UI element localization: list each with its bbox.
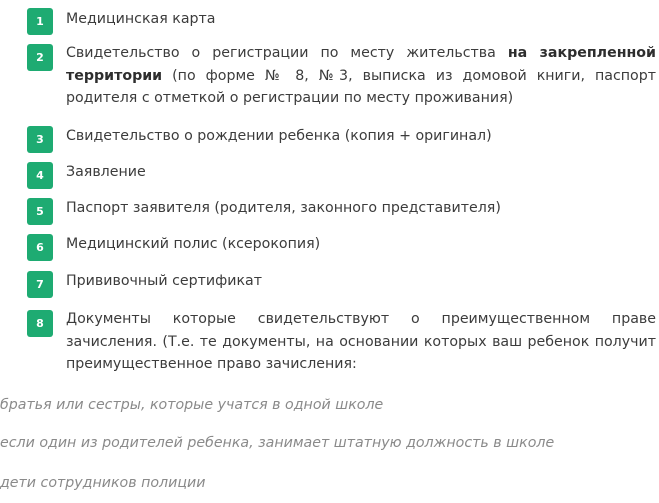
item-number-badge: 4 [27,162,53,189]
item-number-badge: 2 [27,44,53,71]
item-number-badge: 7 [27,271,53,298]
item-text: Заявление [66,164,146,180]
sub-item-siblings: братья или сестры, которые учатся в одной школе [0,397,384,413]
item-number-badge: 1 [27,8,53,35]
item-number-badge: 3 [27,126,53,153]
item-text: Паспорт заявителя (родителя, законного представителя) [66,200,501,216]
item-text-part: Свидетельство о регистрации по месту жительства [66,45,508,61]
sub-item-police-children: дети сотрудников полиции [0,475,206,491]
sub-item-parent-staff: если один из родителей ребенка, занимает штатную должность в школе [0,435,555,451]
item-text: Документы которые свидетельствуют о преимущественном праве зачисления. (Т.е. те документы, на основании которых ваш ребенок получит преимущественное право зачисления: [66,311,656,372]
item-number-badge: 8 [27,310,53,337]
item-number-badge: 6 [27,234,53,261]
item-text: Медицинская карта [66,11,216,27]
item-text-part: (по форме № 8, №3, выписка из домовой книги, паспорт родителя с отметкой о регистрации по месту проживания) [66,67,656,106]
item-text: Прививочный сертификат [66,273,263,289]
item-text: Свидетельство о рождении ребенка (копия + оригинал) [66,128,492,144]
item-text-bold: на закрепленной территории [66,45,656,84]
item-text [66,42,656,110]
item-number-badge: 5 [27,198,53,225]
item-text: Медицинский полис (ксерокопия) [66,236,321,252]
